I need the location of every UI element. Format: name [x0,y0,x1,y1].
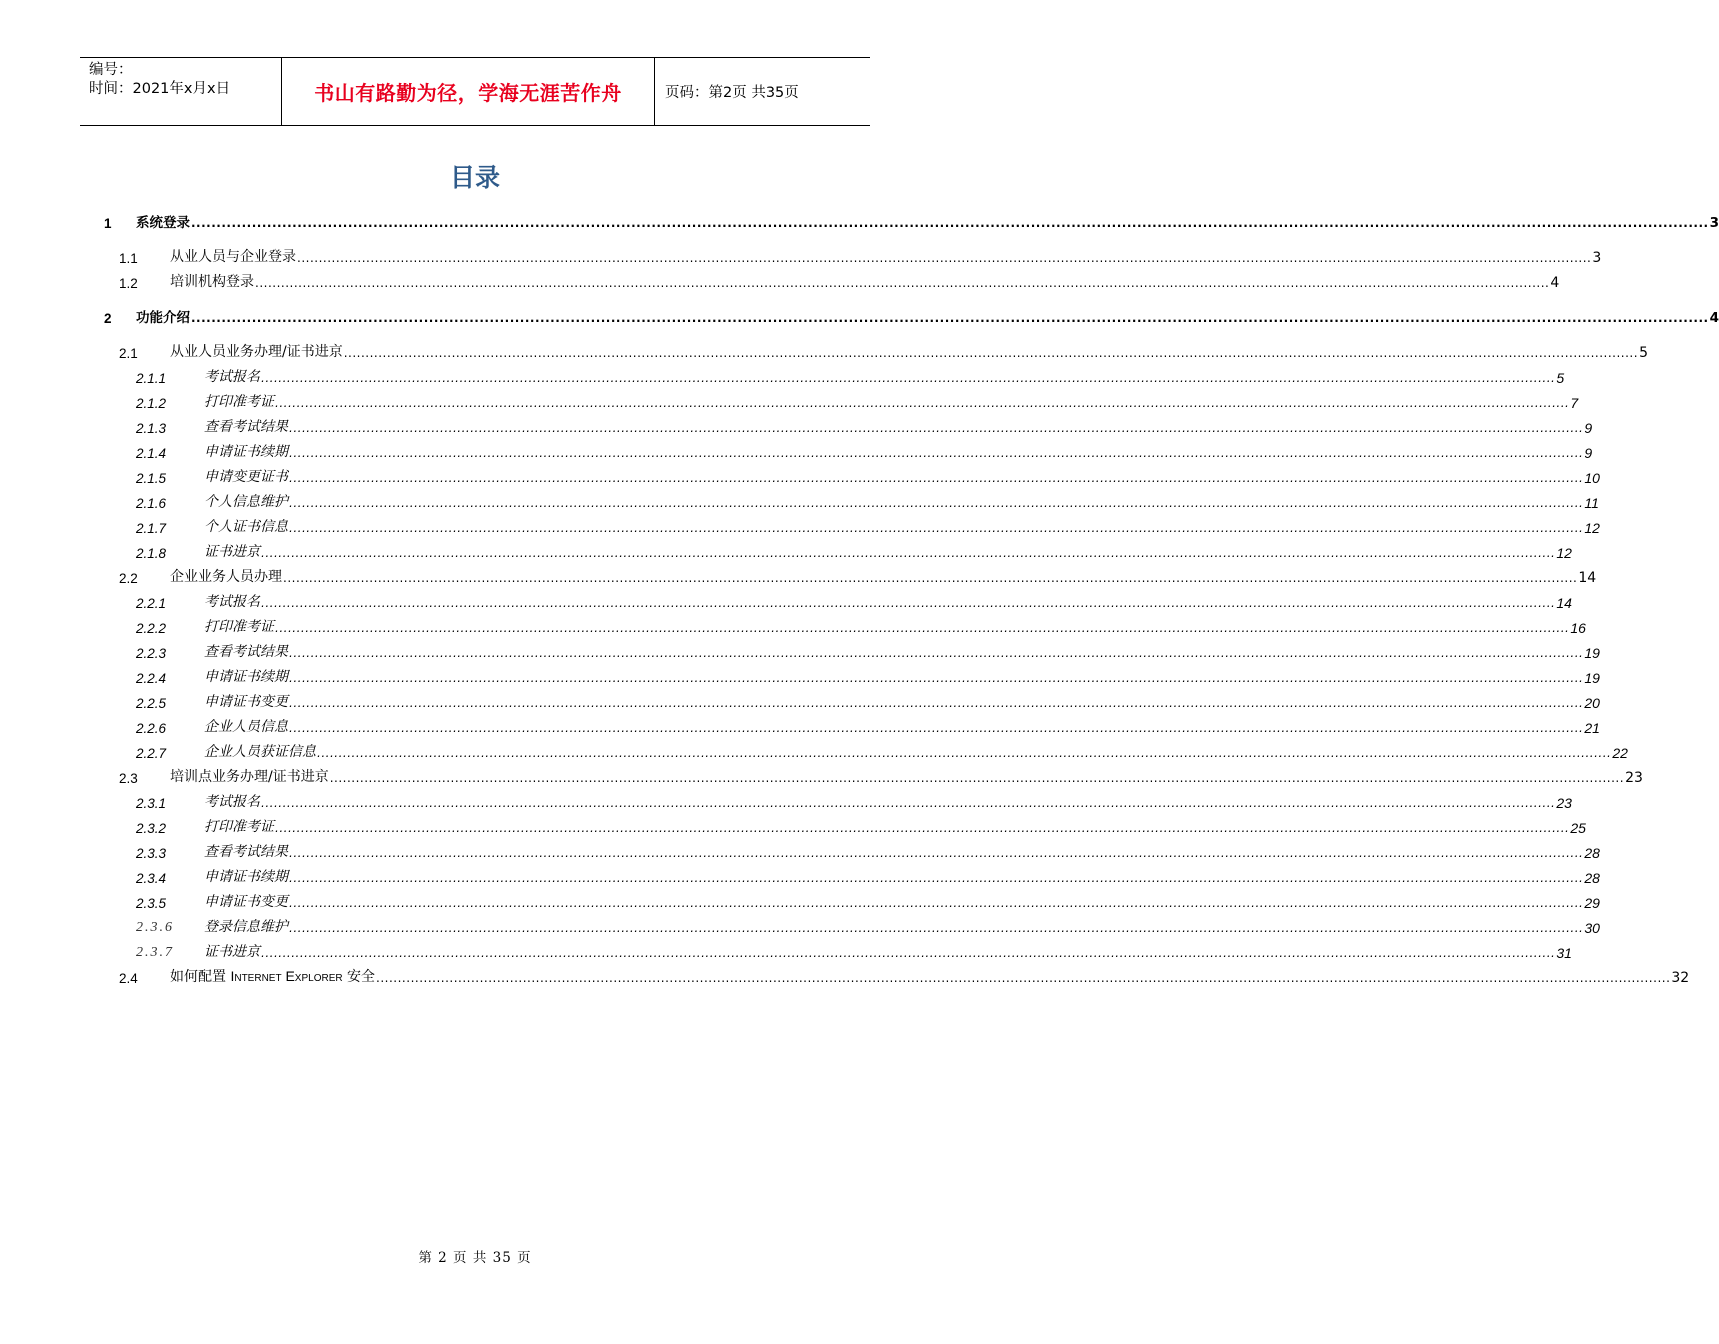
toc-entry-number: 2.2.6 [136,721,167,736]
toc-leader-dots: ............................................................................................................................................................................................................................................................................................................ [289,896,1584,910]
toc-entry-label: 从业人员与企业登录 [170,246,297,266]
toc-entry-page: 19 [1584,670,1600,686]
toc-entry-number: 2.3.7 [136,945,174,960]
toc-entry-page: 4 [1709,310,1719,326]
toc-entry-page: 20 [1584,695,1600,711]
toc-leader-dots: ............................................................................................................................................................................................................................................................................................................ [261,946,1556,960]
toc-entry-page: 22 [1612,745,1628,761]
toc-entry-label: 申请证书变更 [204,891,289,911]
toc-entry-page: 14 [1556,595,1572,611]
toc-leader-dots: ............................................................................................................................................................................................................................................................................................................ [289,471,1584,485]
toc-entry-label: 证书进京 [204,941,261,961]
toc-entry[interactable] [136,640,1600,662]
toc-entry-number: 2.2.1 [136,596,167,611]
toc-entry-number: 2.4 [119,971,138,986]
toc-entry[interactable] [136,915,1600,937]
toc-leader-dots: ............................................................................................................................................................................................................................................................................................................ [255,276,1550,290]
toc-entry-label: 考试报名 [204,366,261,386]
toc-entry[interactable] [136,490,1599,512]
toc-entry[interactable] [136,515,1600,537]
toc-entry-page: 23 [1556,795,1572,811]
toc-entry-label: 个人信息维护 [204,491,289,511]
toc-entry[interactable] [119,245,1602,267]
header-meta [80,58,281,125]
toc-leader-dots: ............................................................................................................................................................................................................................................................................................................ [261,546,1556,560]
toc-entry-number: 1 [104,216,112,231]
toc-leader-dots: ............................................................................................................................................................................................................................................................................................................ [317,746,1612,760]
toc-entry-page: 12 [1556,545,1572,561]
toc-leader-dots: ............................................................................................................................................................................................................................................................................................................ [275,396,1570,410]
toc-entry-number: 2.3.4 [136,871,167,886]
toc-leader-dots: ............................................................................................................................................................................................................................................................................................................ [191,311,1709,325]
toc-entry-number: 2 [104,311,112,326]
toc-leader-dots: ............................................................................................................................................................................................................................................................................................................ [289,871,1584,885]
toc-entry-page: 12 [1584,520,1600,536]
toc-entry-page: 30 [1584,920,1600,936]
toc-entry-number: 2.1.5 [136,471,167,486]
toc-entry-label: 打印准考证 [204,816,275,836]
toc-leader-dots: ............................................................................................................................................................................................................................................................................................................ [191,216,1709,230]
toc-entry[interactable] [119,765,1643,787]
toc-entry-number: 2.2.7 [136,746,167,761]
toc-leader-dots: ............................................................................................................................................................................................................................................................................................................ [283,571,1578,585]
toc-entry[interactable] [136,740,1628,762]
toc-entry-label: 证书进京 [204,541,261,561]
toc-entry-number: 2.2.2 [136,621,167,636]
toc-entry-number: 2.1.3 [136,421,167,436]
toc-entry-number: 2.1 [119,346,138,361]
toc-entry-page: 11 [1584,495,1599,511]
toc-entry-number: 2.3.2 [136,821,167,836]
toc-entry[interactable] [136,665,1600,687]
toc-entry[interactable] [136,540,1572,562]
toc-entry-page: 19 [1584,645,1600,661]
toc-entry-page: 31 [1556,945,1572,961]
page-footer: 第 2 页 共 35 页 [418,1250,532,1266]
toc-entry-label: 考试报名 [204,591,261,611]
toc-entry-number: 2.3 [119,771,138,786]
toc-entry-label: 打印准考证 [204,391,275,411]
toc-entry-page: 29 [1584,895,1600,911]
page-header [80,57,870,126]
date-label: 时间：2021年x月x日 [89,81,231,97]
toc-entry[interactable] [136,790,1572,812]
toc-entry-page: 14 [1578,570,1597,586]
toc-entry-number: 2.1.2 [136,396,167,411]
toc-entry-page: 28 [1584,870,1600,886]
toc-entry[interactable] [119,270,1560,292]
toc-leader-dots: ............................................................................................................................................................................................................................................................................................................ [289,921,1584,935]
toc-title: 目录 [449,163,500,192]
toc-entry-page: 28 [1584,845,1600,861]
toc-entry-label: 企业人员信息 [204,716,289,736]
toc-entry-number: 1.1 [119,251,138,266]
toc-entry-number: 2.3.6 [136,920,174,935]
toc-entry-label: 如何配置 Internet Explorer 安全 [170,968,376,985]
toc-leader-dots: ............................................................................................................................................................................................................................................................................................................ [261,371,1556,385]
toc-leader-dots: ............................................................................................................................................................................................................................................................................................................ [289,521,1584,535]
toc-entry-number: 2.1.1 [136,371,167,386]
toc-entry-label: 申请证书续期 [204,866,289,886]
number-label: 编号： [89,62,133,78]
toc-entry-label: 企业业务人员办理 [170,566,283,586]
toc-entry-label: 培训机构登录 [170,271,255,291]
toc-entry-page: 5 [1639,345,1648,361]
toc-leader-dots: ............................................................................................................................................................................................................................................................................................................ [261,796,1556,810]
toc-entry-page: 23 [1625,770,1643,786]
toc-leader-dots: ............................................................................................................................................................................................................................................................................................................ [289,421,1584,435]
toc-entry-number: 2.1.8 [136,546,167,561]
toc-entry[interactable] [136,865,1600,887]
toc-entry[interactable] [136,715,1600,737]
toc-entry-page: 3 [1592,250,1602,266]
toc-entry-label: 企业人员获证信息 [204,741,317,761]
toc-entry-number: 2.2.4 [136,671,167,686]
toc-entry-label: 申请证书变更 [204,691,289,711]
toc-entry-label: 查看考试结果 [204,416,289,436]
toc-leader-dots: ............................................................................................................................................................................................................................................................................................................ [329,771,1625,785]
toc-entry-number: 2.3.1 [136,796,167,811]
toc-entry-number: 2.1.7 [136,521,167,536]
toc-entry[interactable] [136,365,1565,387]
toc-entry-page: 7 [1570,395,1579,411]
toc-entry-page: 10 [1584,470,1600,486]
toc-entry-label: 功能介绍 [136,306,191,326]
toc-entry-label: 个人证书信息 [204,516,289,536]
toc-leader-dots: ............................................................................................................................................................................................................................................................................................................ [289,721,1584,735]
toc-entry[interactable] [136,840,1600,862]
toc-entry[interactable] [136,690,1600,712]
toc-entry-page: 16 [1570,620,1586,636]
toc-leader-dots: ............................................................................................................................................................................................................................................................................................................ [297,251,1592,265]
toc-entry-label: 申请变更证书 [204,466,289,486]
toc-entry-page: 9 [1584,420,1593,436]
toc-leader-dots: ............................................................................................................................................................................................................................................................................................................ [289,846,1584,860]
toc-entry[interactable] [136,815,1586,837]
toc-leader-dots: ............................................................................................................................................................................................................................................................................................................ [275,821,1570,835]
toc-entry[interactable] [136,615,1586,637]
toc-entry-number: 2.1.6 [136,496,167,511]
toc-leader-dots: ............................................................................................................................................................................................................................................................................................................ [289,446,1584,460]
header-page-info: 页码：第2页 共35页 [665,85,799,101]
toc-entry[interactable] [136,440,1593,462]
toc-entry[interactable] [119,965,1690,987]
toc-entry-label: 查看考试结果 [204,641,289,661]
toc-entry[interactable] [104,210,1719,232]
toc-entry-label: 从业人员业务办理/证书进京 [170,341,344,361]
toc-entry-label: 登录信息维护 [204,916,289,936]
toc-entry[interactable] [136,465,1600,487]
toc-leader-dots: ............................................................................................................................................................................................................................................................................................................ [376,971,1671,985]
toc-entry-label: 申请证书续期 [204,441,289,461]
toc-entry-page: 21 [1584,720,1600,736]
toc-leader-dots: ............................................................................................................................................................................................................................................................................................................ [289,696,1584,710]
toc-entry-number: 2.3.3 [136,846,167,861]
toc-entry[interactable] [136,890,1600,912]
toc-entry-number: 2.2 [119,571,138,586]
toc-leader-dots: ............................................................................................................................................................................................................................................................................................................ [289,496,1584,510]
toc-entry-page: 5 [1556,370,1565,386]
toc-entry-label: 系统登录 [136,211,191,231]
toc-leader-dots: ............................................................................................................................................................................................................................................................................................................ [275,621,1570,635]
toc-entry-label: 打印准考证 [204,616,275,636]
toc-entry[interactable] [136,940,1572,962]
header-motto: 书山有路勤为径，学海无涯苦作舟 [281,58,655,125]
toc-entry[interactable] [136,390,1579,412]
toc-entry-page: 3 [1709,215,1719,231]
toc-entry-page: 4 [1550,275,1560,291]
toc-entry-label: 查看考试结果 [204,841,289,861]
toc-entry-number: 2.1.4 [136,446,167,461]
toc-entry[interactable] [119,340,1648,362]
toc-leader-dots: ............................................................................................................................................................................................................................................................................................................ [289,671,1584,685]
toc-entry-label: 考试报名 [204,791,261,811]
toc-leader-dots: ............................................................................................................................................................................................................................................................................................................ [289,646,1584,660]
toc-entry[interactable] [104,305,1719,327]
toc-entry-page: 32 [1671,970,1690,986]
toc-entry-number: 2.3.5 [136,896,167,911]
toc-entry[interactable] [136,590,1572,612]
toc-entry-number: 2.2.5 [136,696,167,711]
toc-entry-label: 培训点业务办理/证书进京 [170,766,330,786]
toc-leader-dots: ............................................................................................................................................................................................................................................................................................................ [343,346,1639,360]
toc-entry-label: 申请证书续期 [204,666,289,686]
toc-entry-number: 2.2.3 [136,646,167,661]
toc-entry-page: 9 [1584,445,1593,461]
toc-entry-page: 25 [1570,820,1586,836]
toc-entry[interactable] [136,415,1593,437]
toc-leader-dots: ............................................................................................................................................................................................................................................................................................................ [261,596,1556,610]
toc-entry[interactable] [119,565,1597,587]
toc-entry-number: 1.2 [119,276,138,291]
